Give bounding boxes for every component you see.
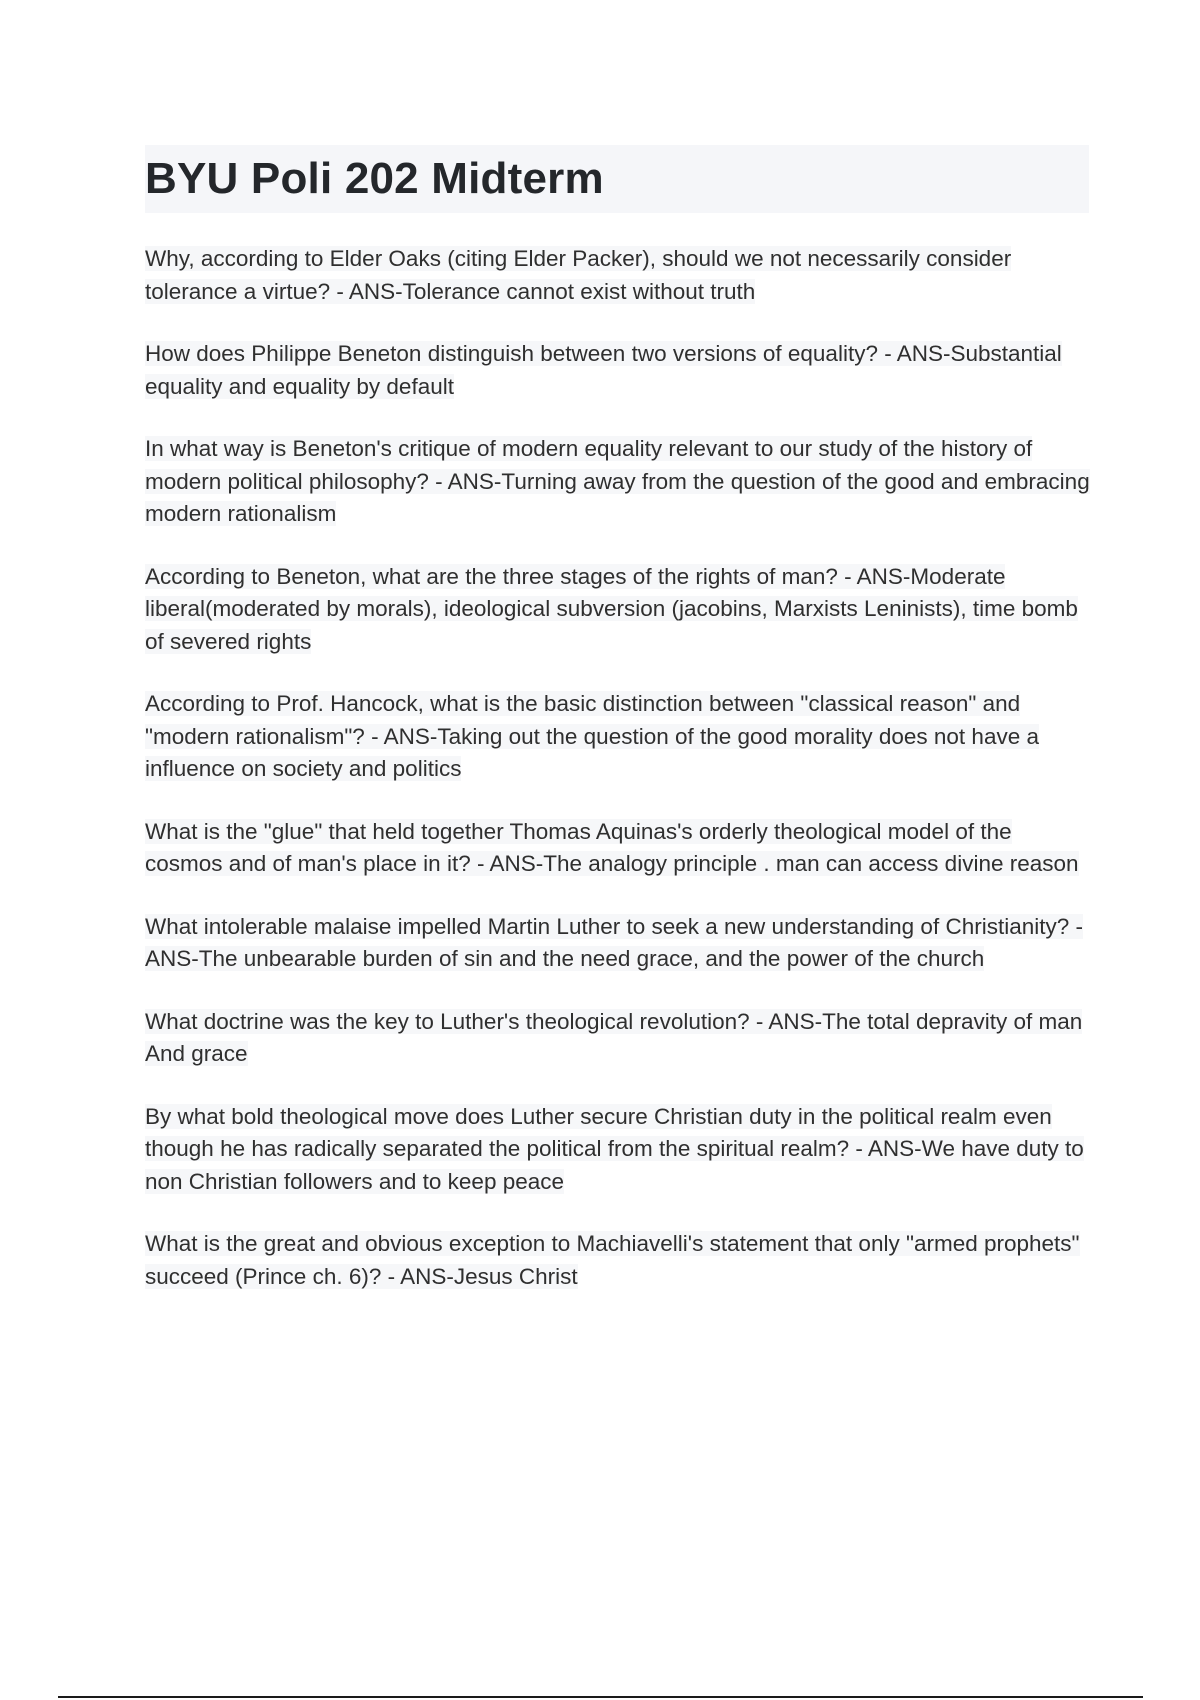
qa-text: According to Beneton, what are the three stages of the rights of man? - ANS-Moderate liberal(moderated by morals), ideological subversion (jacobins, Marxists Leninists), time bomb of severed rights	[145, 563, 1078, 654]
qa-item	[145, 1006, 1095, 1071]
qa-item	[145, 816, 1095, 881]
qa-item	[145, 561, 1095, 659]
qa-text: In what way is Beneton's critique of modern equality relevant to our study of the history of modern political philosophy? - ANS-Turning away from the question of the good and embracing modern rationalism	[145, 436, 1090, 526]
qa-item	[145, 911, 1095, 976]
qa-item	[145, 433, 1095, 531]
qa-text: What is the great and obvious exception to Machiavelli's statement that only "armed prophets" succeed (Prince ch. 6)? - ANS-Jesus Christ	[145, 1231, 1080, 1289]
qa-text: What intolerable malaise impelled Martin Luther to seek a new understanding of Christianity? - ANS-The unbearable burden of sin and the need grace, and the power of the church	[145, 913, 1083, 971]
qa-text: What doctrine was the key to Luther's theological revolution? - ANS-The total depravity of man And grace	[145, 1008, 1083, 1066]
qa-item	[145, 688, 1095, 786]
qa-item	[145, 338, 1095, 403]
qa-text: Why, according to Elder Oaks (citing Elder Packer), should we not necessarily consider tolerance a virtue? - ANS-Tolerance cannot exist without truth	[145, 246, 1012, 304]
qa-item	[145, 243, 1095, 308]
qa-text: According to Prof. Hancock, what is the basic distinction between "classical reason" and "modern rationalism"? - ANS-Taking out the question of the good morality does not have a influence on society and politics	[145, 691, 1039, 781]
qa-text: How does Philippe Beneton distinguish between two versions of equality? - ANS-Substantial equality and equality by default	[145, 341, 1062, 399]
qa-item	[145, 1101, 1095, 1199]
qa-text: By what bold theological move does Luther secure Christian duty in the political realm even though he has radically separated the political from the spiritual realm? - ANS-We have duty to non Christian followers and to keep peace	[145, 1103, 1084, 1194]
qa-text: What is the "glue" that held together Thomas Aquinas's orderly theological model of the cosmos and of man's place in it? - ANS-The analogy principle . man can access divine reason	[145, 818, 1079, 876]
qa-item	[145, 1228, 1095, 1293]
title-block	[145, 145, 1089, 213]
qa-list	[145, 243, 1095, 1323]
footer-divider	[58, 1696, 1143, 1698]
document-title: BYU Poli 202 Midterm	[145, 154, 604, 203]
